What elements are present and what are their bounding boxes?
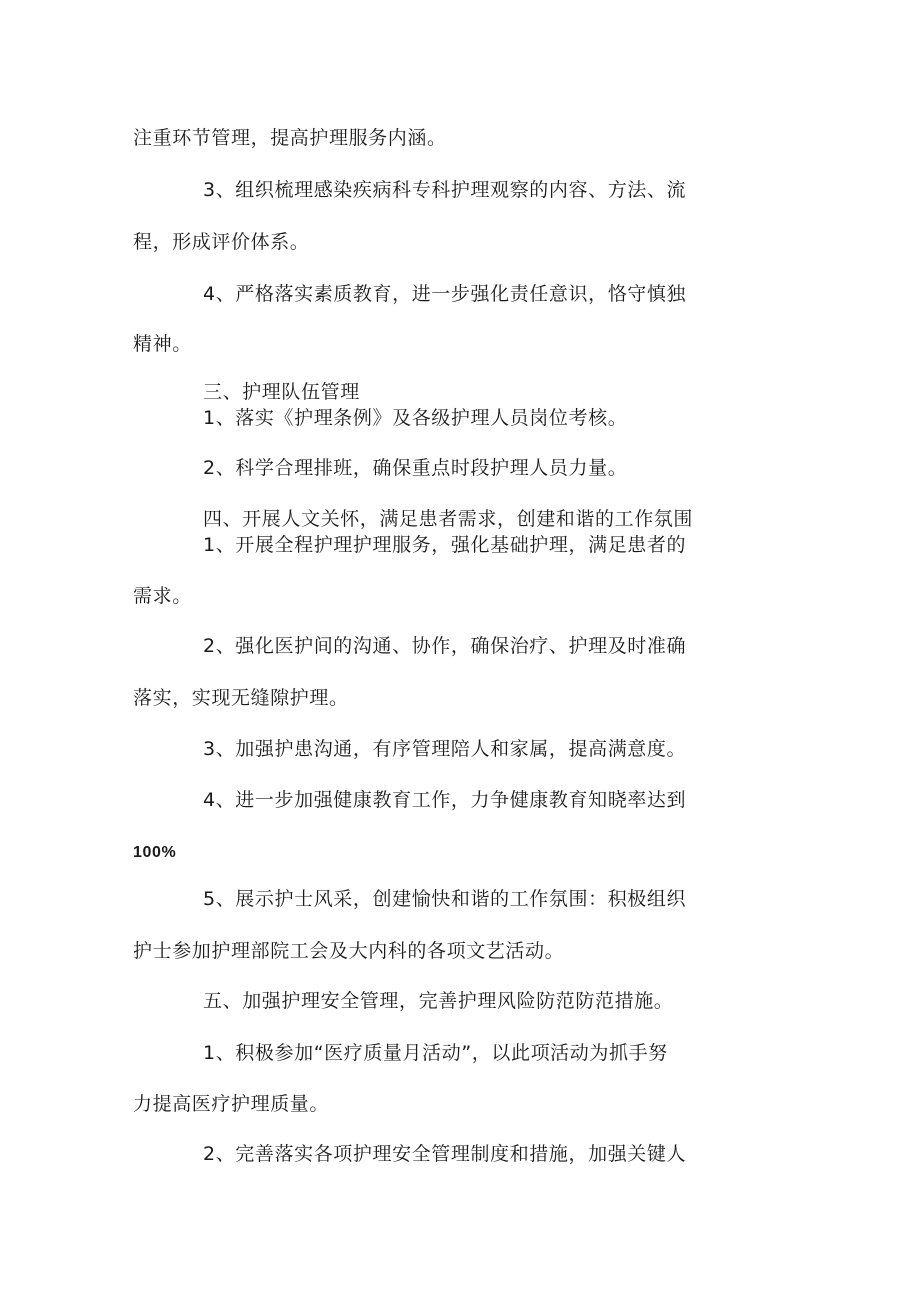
paragraph-line: 3、加强护患沟通，有序管理陪人和家属，提高满意度。 bbox=[203, 738, 687, 760]
paragraph-line: 2、完善落实各项护理安全管理制度和措施，加强关键人 bbox=[203, 1143, 687, 1165]
paragraph-line: 精神。 bbox=[133, 333, 192, 355]
paragraph-line: 1、积极参加“医疗质量月活动”，以此项活动为抓手努 bbox=[203, 1042, 668, 1064]
paragraph-line: 4、进一步加强健康教育工作，力争健康教育知晓率达到 bbox=[203, 789, 687, 811]
paragraph-line: 力提高医疗护理质量。 bbox=[133, 1093, 330, 1115]
paragraph-line: 1、开展全程护理护理服务，强化基础护理，满足患者的 bbox=[203, 534, 687, 556]
paragraph-line: 100% bbox=[133, 844, 177, 861]
paragraph-line: 1、落实《护理条例》及各级护理人员岗位考核。 bbox=[203, 407, 628, 429]
section-heading: 三、护理队伍管理 bbox=[203, 381, 360, 403]
paragraph-line: 5、展示护士风采，创建愉快和谐的工作氛围：积极组织 bbox=[203, 888, 687, 910]
paragraph-line: 4、严格落实素质教育，进一步强化责任意识，恪守慎独 bbox=[203, 283, 687, 305]
paragraph-line: 2、科学合理排班，确保重点时段护理人员力量。 bbox=[203, 457, 628, 479]
paragraph-line: 落实，实现无缝隙护理。 bbox=[133, 687, 349, 709]
paragraph-line: 需求。 bbox=[133, 585, 192, 607]
paragraph-line: 护士参加护理部院工会及大内科的各项文艺活动。 bbox=[133, 940, 565, 962]
paragraph-line: 注重环节管理，提高护理服务内涵。 bbox=[133, 127, 447, 149]
paragraph-line: 2、强化医护间的沟通、协作，确保治疗、护理及时准确 bbox=[203, 635, 687, 657]
section-heading: 五、加强护理安全管理，完善护理风险防范防范措施。 bbox=[203, 990, 674, 1012]
section-heading: 四、开展人文关怀，满足患者需求，创建和谐的工作氛围 bbox=[203, 508, 694, 530]
paragraph-line: 3、组织梳理感染疾病科专科护理观察的内容、方法、流 bbox=[203, 179, 687, 201]
paragraph-line: 程，形成评价体系。 bbox=[133, 231, 310, 253]
